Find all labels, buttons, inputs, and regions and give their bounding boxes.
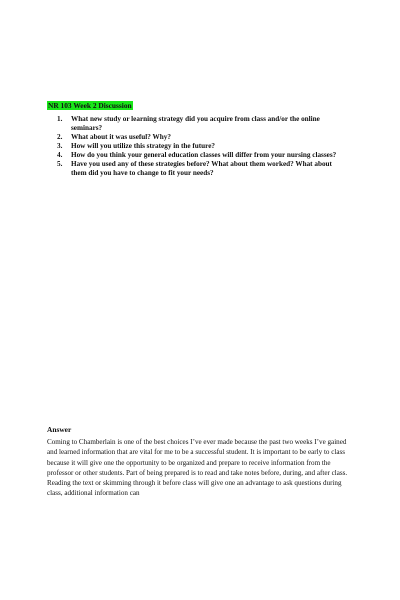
question-number: 3. <box>57 142 63 150</box>
question-text: Have you used any of these strategies before? What about them worked? What about them did you have to change to fit your needs? <box>71 160 332 177</box>
answer-paragraph: Coming to Chamberlain is one of the best choices I’ve ever made because the past two weeks I’ve gained and learned information that are vital for me to be a successful student. It is important to be early to class because it will give one the opportunity to be organized and prepare to receive information from the professor or other students. Part of being prepared is to read and take notes before, during, and after class. Reading the text or skimming through it before class will give one an advantage to ask questions during class, additional information can <box>47 438 348 498</box>
answer-label: Answer <box>47 425 72 434</box>
question-number: 5. <box>57 160 63 168</box>
question-item <box>57 115 347 133</box>
question-text: How do you think your general education classes will differ from your nursing classes? <box>71 151 337 159</box>
document-heading: NR 103 Week 2 Discussion <box>48 101 132 110</box>
question-number: 1. <box>57 115 63 123</box>
question-item <box>57 133 347 142</box>
question-text: What about it was useful? Why? <box>71 133 171 141</box>
question-item <box>57 142 347 151</box>
question-text: What new study or learning strategy did you acquire from class and/or the online seminars? <box>71 115 320 132</box>
question-number: 2. <box>57 133 63 141</box>
question-item <box>57 151 347 160</box>
question-number: 4. <box>57 151 63 159</box>
question-list <box>57 115 347 178</box>
question-text: How will you utilize this strategy in the future? <box>71 142 216 150</box>
question-item <box>57 160 347 178</box>
